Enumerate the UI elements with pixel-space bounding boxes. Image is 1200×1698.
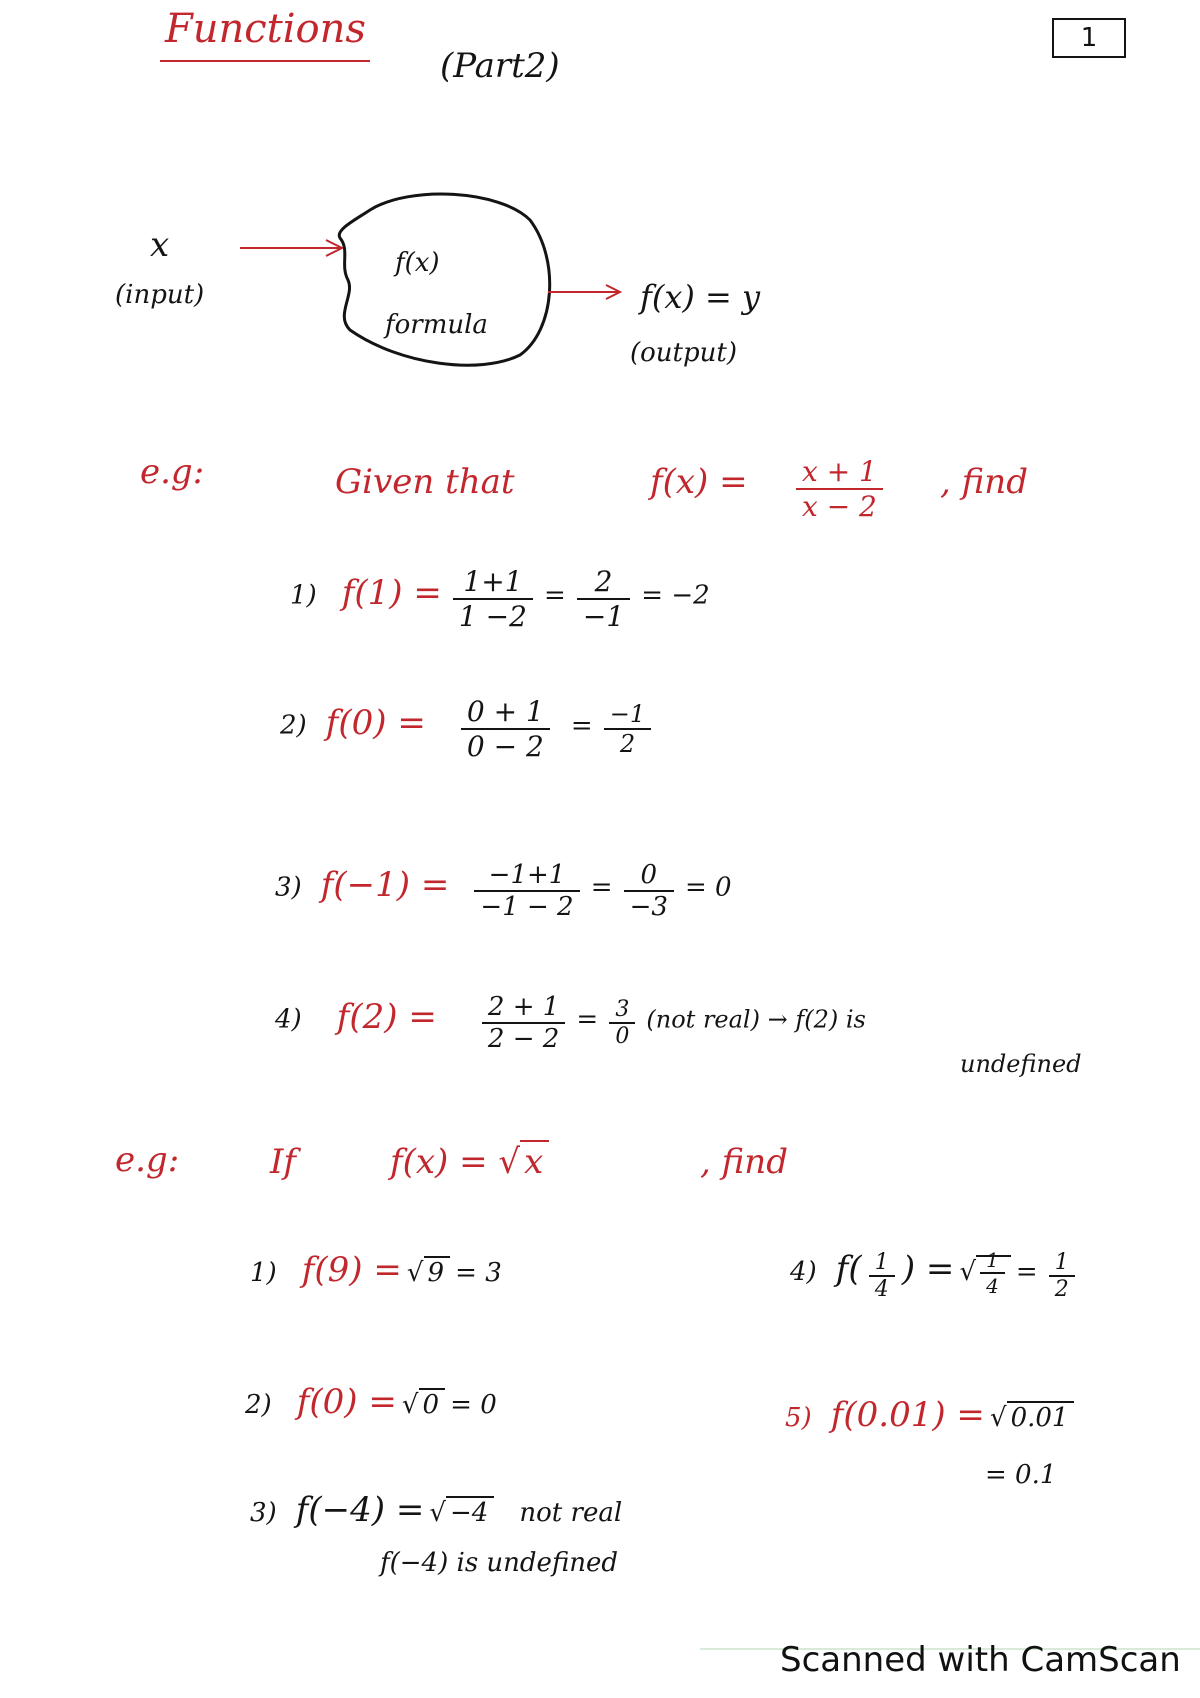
example2-item-5-line2: = 0.1: [985, 1460, 1057, 1490]
fraction-denominator: x − 2: [796, 488, 883, 523]
item-lhs: f(1) =: [341, 572, 442, 613]
fraction-numerator: 2: [594, 565, 613, 598]
item-number: 1): [290, 580, 317, 611]
fraction-numerator: 3: [615, 997, 630, 1022]
fraction-denominator: 2: [1049, 1275, 1075, 1302]
fraction-denominator: 1 −2: [453, 598, 533, 633]
item-lhs: f(9) =: [301, 1250, 402, 1290]
example2-item-5: 5) f(0.01) = √ 0.01: [785, 1395, 1074, 1435]
function-machine-diagram: [230, 190, 630, 390]
fraction-denominator: 2: [604, 728, 651, 758]
fraction-denominator: −1: [577, 598, 630, 633]
item-lhs: f(−1) =: [320, 864, 450, 905]
fraction-denominator: 2 − 2: [482, 1022, 565, 1054]
radicand: x: [520, 1140, 549, 1182]
diagram-box-line2: formula: [385, 310, 488, 340]
example1-label: e.g:: [140, 452, 205, 492]
example2-find: , find: [700, 1142, 788, 1182]
example1-item-2: 2) f(0) = $\frac{0 + 1}{0 - 2}$ = $\frac{-1}{2}$: [280, 695, 657, 763]
fraction-denominator: 0: [609, 1022, 635, 1049]
fraction-denominator: −1 − 2: [474, 890, 579, 922]
func-lhs: f(x) =: [390, 1142, 488, 1182]
example2-item-3-line2: f(−4) is undefined: [380, 1548, 619, 1578]
example2-intro: If: [270, 1142, 297, 1182]
fraction-numerator: 1: [986, 1248, 999, 1272]
item-result: = 0: [685, 872, 732, 903]
diagram-input-label: (input): [115, 280, 205, 310]
output-arrow: [548, 285, 620, 299]
item-lhs: f(−4) =: [295, 1490, 425, 1530]
fraction-numerator: −1+1: [488, 860, 566, 890]
diagram-output-label: (output): [630, 338, 737, 368]
example1-item-3: 3) f(−1) = $\frac{-1+1}{-1 - 2}$ = $\frac{0}{-3}$ = 0: [275, 860, 732, 922]
fraction-denominator: 0 − 2: [461, 728, 550, 763]
example1-item-4: 4) f(2) = $\frac{2 + 1}{2 - 2}$ = $\frac{3}{0}$ (not real) → f(2) is: [275, 992, 866, 1054]
item-number: 1): [250, 1258, 277, 1288]
fraction-numerator: 0 + 1: [466, 695, 544, 728]
item-number: 4): [790, 1257, 817, 1287]
scanner-watermark: Scanned with CamScan: [780, 1640, 1181, 1680]
fraction-numerator: 1: [874, 1249, 889, 1275]
example2-item-2: 2) f(0) = √ 0 = 0: [245, 1382, 497, 1422]
diagram-box-line1: f(x): [395, 248, 440, 278]
item-result: = 3: [455, 1258, 502, 1288]
item-result: not real: [519, 1498, 623, 1528]
page-number-box: 1: [1052, 18, 1126, 58]
example2-label: e.g:: [115, 1140, 180, 1180]
item-result: = 0: [450, 1390, 497, 1420]
example1-item-1: 1) f(1) = $\frac{1+1}{1 -2}$ = $\frac{2}{-1}$ = −2: [290, 565, 710, 633]
radicand: −4: [446, 1496, 494, 1528]
item-number: 2): [280, 710, 307, 741]
fraction-numerator: 1: [1054, 1249, 1069, 1275]
title-underline: [160, 60, 370, 62]
item-lhs: f(0.01) =: [830, 1395, 985, 1435]
fraction-numerator: x + 1: [802, 455, 877, 488]
item-result: (not real) → f(2) is: [646, 1005, 866, 1034]
item-number: 3): [275, 872, 302, 903]
item-lhs: f(0) =: [325, 702, 426, 743]
example1-item-4-result2: undefined: [960, 1050, 1082, 1078]
input-arrow: [240, 240, 342, 256]
item-number: 4): [275, 1004, 302, 1035]
example1-intro: Given that: [335, 462, 515, 502]
example2-func: f(x) = √ x: [390, 1142, 549, 1182]
example2-item-4: 4) f( $\frac{1}{4}$ ) = √ $\frac{1}{4}$ = $\frac{1}{2}$: [790, 1248, 1081, 1302]
item-result: = −2: [641, 580, 710, 611]
fraction-denominator: 4: [869, 1275, 895, 1302]
fraction-numerator: 0: [640, 860, 658, 890]
example1-func-fraction: [790, 455, 889, 523]
example2-item-3: 3) f(−4) = √ −4 not real: [250, 1490, 623, 1530]
radicand: 9: [424, 1256, 451, 1288]
fraction-denominator: −3: [624, 890, 674, 922]
radicand: 0.01: [1007, 1401, 1075, 1433]
item-lhs: f(: [835, 1249, 862, 1289]
item-number: 5): [785, 1403, 812, 1433]
item-number: 2): [245, 1390, 272, 1420]
radicand: 0: [419, 1388, 446, 1420]
item-number: 3): [250, 1498, 277, 1528]
item-lhs: f(2) =: [336, 996, 437, 1037]
item-lhs: f(0) =: [296, 1382, 397, 1422]
page-subtitle: (Part2): [440, 46, 560, 86]
fraction-numerator: 1+1: [463, 565, 523, 598]
example1-func-lhs: f(x) =: [650, 462, 748, 502]
diagram-output: f(x) = y: [640, 278, 761, 316]
fraction-numerator: 2 + 1: [487, 992, 560, 1022]
fraction-numerator: −1: [609, 700, 646, 728]
example2-item-1: 1) f(9) = √ 9 = 3: [250, 1250, 502, 1290]
fraction-denominator: 4: [980, 1272, 1005, 1298]
item-lhs-end: ) =: [901, 1249, 955, 1289]
example1-find: , find: [940, 462, 1028, 502]
page-title: Functions: [165, 6, 366, 52]
diagram-input-var: x: [150, 225, 170, 265]
